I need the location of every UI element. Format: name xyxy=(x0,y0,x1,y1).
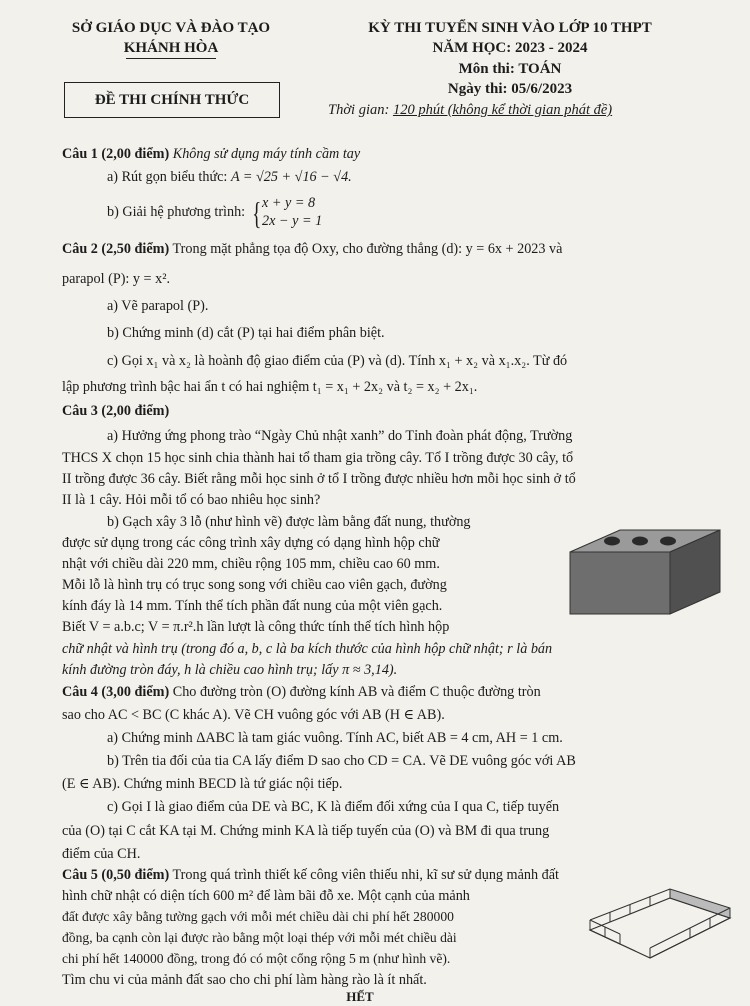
q2-part-c-line2: lập phương trình bậc hai ẩn t có hai nghiệm t₁ = x₁ + 2x₂ và t₂ = x₂ + 2x₁. xyxy=(62,379,478,395)
q2-part-a: a) Vẽ parapol (P). xyxy=(107,298,209,314)
q4-title: Câu 4 (3,00 điểm) xyxy=(62,684,170,700)
q3-b-line6: Biết V = a.b.c; V = π.r².h lần lượt là công thức tính thể tích hình hộp xyxy=(62,619,450,635)
q3-b-line4: Mỗi lỗ là hình trụ có trục song song với chiều cao viên gạch, đường xyxy=(62,577,447,593)
q2-intro: Trong mặt phẳng tọa độ Oxy, cho đường thẳng (d): y = 6x + 2023 và xyxy=(172,241,563,257)
q4-part-c-line2: của (O) tại C cắt KA tại M. Chứng minh KA là tiếp tuyến của (O) và BM đi qua trung xyxy=(62,823,550,839)
q4-intro-line1: Cho đường tròn (O) đường kính AB và điểm C thuộc đường tròn xyxy=(172,684,541,700)
q2-part-b: b) Chứng minh (d) cắt (P) tại hai điểm phân biệt. xyxy=(107,325,385,341)
time-value: 120 phút (không kể thời gian phát đề) xyxy=(392,102,613,118)
subject: Môn thi: TOÁN xyxy=(458,60,562,77)
q5-line4: đồng, ba cạnh còn lại được rào bằng một loại thép với mỗi mét chiều dài xyxy=(62,930,457,945)
q3-a-line4: II là 1 cây. Hỏi mỗi tổ có bao nhiêu học sinh? xyxy=(62,492,321,508)
q3-b-line7: chữ nhật và hình trụ (trong đó a, b, c là ba kích thước của hình hộp chữ nhật; r là bán xyxy=(62,641,553,657)
department-line2: KHÁNH HÒA xyxy=(123,40,219,57)
q2-intro-line2: parapol (P): y = x². xyxy=(62,271,170,287)
q4-part-c-line1: c) Gọi I là giao điểm của DE và BC, K là điểm đối xứng của I qua C, tiếp tuyến xyxy=(107,799,560,815)
q5-line3: đất được xây bằng tường gạch với mỗi mét chiều dài chi phí hết 280000 xyxy=(62,909,454,924)
q4-part-b-line1: b) Trên tia đối của tia CA lấy điểm D sao cho CD = CA. Vẽ DE vuông góc với AB xyxy=(107,753,576,769)
q5-line5: chi phí hết 140000 đồng, trong đó có một cổng rộng 5 m (như hình vẽ). xyxy=(62,951,451,966)
q3-title: Câu 3 (2,00 điểm) xyxy=(62,403,170,419)
parking-lot-illustration xyxy=(580,888,740,980)
exam-time xyxy=(328,101,612,121)
exam-date: Ngày thi: 05/6/2023 xyxy=(447,80,573,97)
q3-a-line3: II trồng được 36 cây. Biết rằng mỗi học sinh ở tổ I trồng được nhiều hơn mỗi học sinh ở tổ xyxy=(62,471,576,487)
department-underline xyxy=(126,58,216,59)
q5-line1: Trong quá trình thiết kế công viên thiếu nhi, kĩ sư sử dụng mảnh đất xyxy=(172,867,559,883)
q4-part-a: a) Chứng minh ΔABC là tam giác vuông. Tính AC, biết AB = 4 cm, AH = 1 cm. xyxy=(107,730,563,746)
question-1 xyxy=(62,145,722,164)
q1-b-text: b) Giải hệ phương trình: xyxy=(107,204,246,221)
q4-part-b-line2: (E ∈ AB). Chứng minh BECD là tứ giác nội tiếp. xyxy=(62,776,343,792)
q1-a-text: a) Rút gọn biểu thức: xyxy=(107,169,228,185)
equation-1: x + y = 8 xyxy=(262,195,316,211)
q4-part-c-line3: điểm của CH. xyxy=(62,846,141,862)
q3-b-line2: được sử dụng trong các công trình xây dựng có dạng hình hộp chữ xyxy=(62,535,440,551)
brick-hole-1 xyxy=(604,537,620,546)
brick-wall xyxy=(670,889,730,918)
q2-title: Câu 2 (2,50 điểm) xyxy=(62,241,170,257)
official-exam-box: ĐỀ THI CHÍNH THỨC xyxy=(64,82,280,118)
department-name xyxy=(52,18,290,59)
equation-2: 2x − y = 1 xyxy=(262,212,323,229)
exam-title xyxy=(300,18,720,99)
question-2 xyxy=(62,240,718,259)
q3-b-line8: kính đường tròn đáy, h là chiều cao hình trụ; lấy π ≈ 3,14). xyxy=(62,662,398,678)
end-marker: HẾT xyxy=(346,989,374,1004)
q1-part-a xyxy=(107,168,352,187)
exam-title-line1: KỲ THI TUYỂN SINH VÀO LỚP 10 THPT xyxy=(368,20,652,36)
q3-b-line3: nhật với chiều dài 220 mm, chiều rộng 105 mm, chiều cao 60 mm. xyxy=(62,556,440,572)
q3-a-line1: a) Hưởng ứng phong trào “Ngày Chủ nhật xanh” do Tỉnh đoàn phát động, Trường xyxy=(107,428,573,444)
q1-part-b xyxy=(107,195,322,231)
q5-line6: Tìm chu vi của mảnh đất sao cho chi phí làm hàng rào là ít nhất. xyxy=(62,972,427,988)
q3-a-line2: THCS X chọn 15 học sinh chia thành hai tổ tham gia trồng cây. Tổ I trồng được 30 cây, tổ xyxy=(62,450,574,466)
q1-note: Không sử dụng máy tính cầm tay xyxy=(172,146,361,162)
time-label: Thời gian: xyxy=(328,102,390,118)
q3-b-line5: kính đáy là 14 mm. Tính thể tích phần đất nung của một viên gạch. xyxy=(62,598,443,614)
q4-intro-line2: sao cho AC < BC (C khác A). Vẽ CH vuông góc với AB (H ∈ AB). xyxy=(62,707,445,723)
system-brace: { xyxy=(251,194,261,231)
steel-fence xyxy=(590,889,730,958)
brick-hole-2 xyxy=(632,537,648,546)
q1-a-expression: A = √25 + √16 − √4. xyxy=(230,169,352,185)
question-5 xyxy=(62,866,559,885)
q5-line2: hình chữ nhật có diện tích 600 m² để làm bãi đỗ xe. Một cạnh của mảnh xyxy=(62,888,470,904)
q5-title: Câu 5 (0,50 điểm) xyxy=(62,867,170,883)
department-line1: SỞ GIÁO DỤC VÀ ĐÀO TẠO xyxy=(71,20,271,36)
brick-hole-3 xyxy=(660,537,676,546)
school-year: NĂM HỌC: 2023 - 2024 xyxy=(432,40,588,57)
q1-title: Câu 1 (2,00 điểm) xyxy=(62,146,170,162)
equation-system xyxy=(262,195,322,231)
question-4 xyxy=(62,683,541,702)
brick-illustration xyxy=(560,522,726,622)
q2-part-c-line1: c) Gọi x₁ và x₂ là hoành độ giao điểm của (P) và (d). Tính x₁ + x₂ và x₁.x₂. Từ đó xyxy=(107,353,568,369)
brick-front-face xyxy=(570,552,670,614)
q3-b-line1: b) Gạch xây 3 lỗ (như hình vẽ) được làm bằng đất nung, thường xyxy=(107,514,471,530)
